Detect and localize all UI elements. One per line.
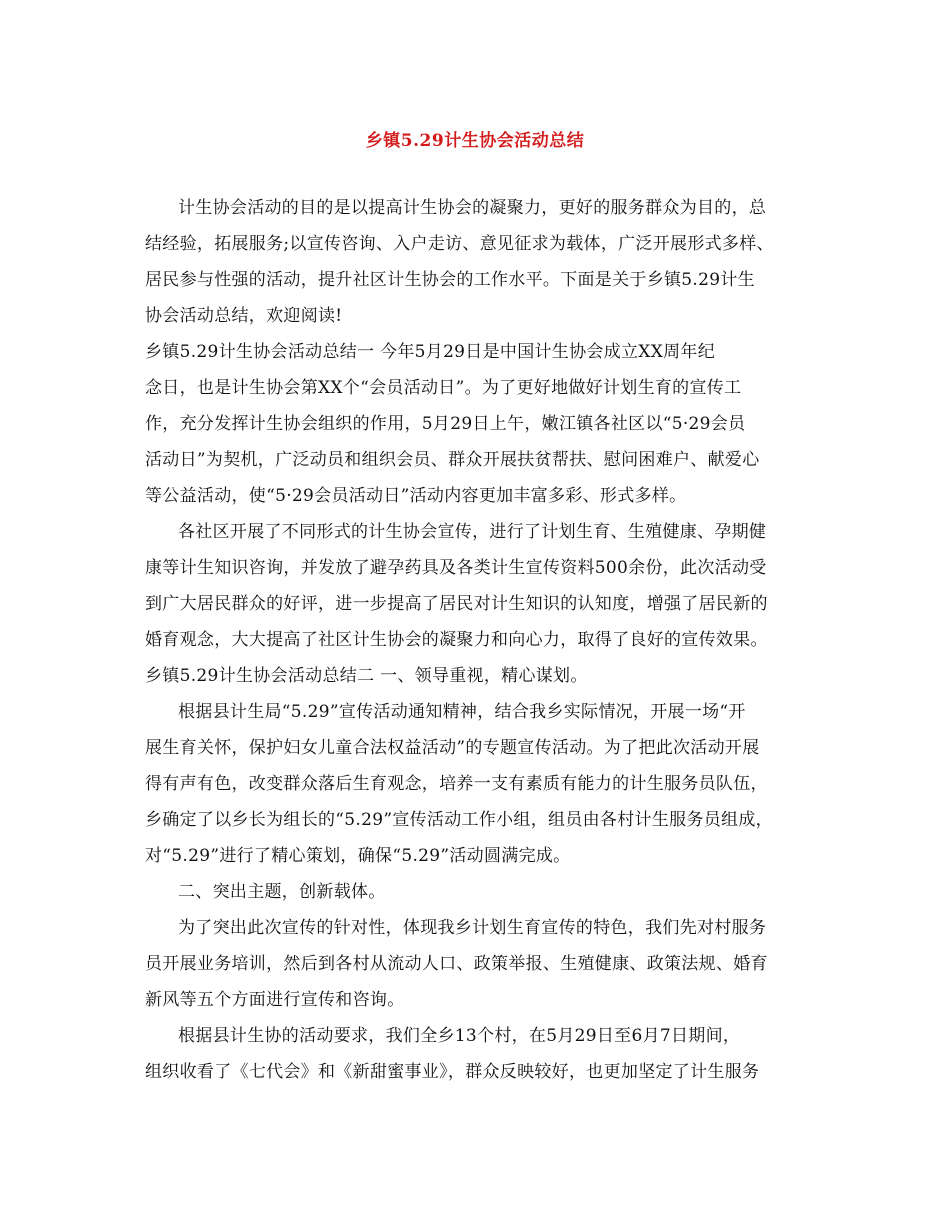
paragraph-line: 结经验，拓展服务;以宣传咨询、入户走访、意见征求为载体，广泛开展形式多样、: [145, 234, 774, 254]
paragraph-line: 组织收看了《七代会》和《新甜蜜事业》，群众反映较好，也更加坚定了计生服务: [145, 1062, 760, 1082]
paragraph-line: 展生育关怀，保护妇女儿童合法权益活动”的专题宣传活动。为了把此次活动开展: [145, 738, 760, 758]
paragraph-line: 计生协会活动的目的是以提高计生协会的凝聚力，更好的服务群众为目的，总: [178, 198, 767, 218]
paragraph-line: 各社区开展了不同形式的计生协会宣传，进行了计划生育、生殖健康、孕期健: [178, 522, 767, 542]
document-title: 乡镇5.29计生协会活动总结: [365, 131, 585, 151]
paragraph-line: 到广大居民群众的好评，进一步提高了居民对计生知识的认知度，增强了居民新的: [145, 594, 768, 614]
paragraph-line: 员开展业务培训，然后到各村从流动人口、政策举报、生殖健康、政策法规、婚育: [145, 954, 768, 974]
paragraph-line: 康等计生知识咨询，并发放了避孕药具及各类计生宣传资料500余份，此次活动受: [145, 558, 767, 578]
subheading-line: 二、突出主题，创新载体。: [178, 882, 386, 902]
paragraph-line: 乡确定了以乡长为组长的“5.29”宣传活动工作小组，组员由各村计生服务员组成，: [145, 810, 773, 830]
paragraph-line: 对“5.29”进行了精心策划，确保“5.29”活动圆满完成。: [145, 846, 571, 866]
paragraph-line: 根据县计生局“5.29”宣传活动通知精神，结合我乡实际情况，开展一场“开: [178, 702, 746, 722]
paragraph-line: 作，充分发挥计生协会组织的作用，5月29日上午，嫩江镇各社区以“5·29会员: [145, 414, 746, 434]
paragraph-line: 活动日”为契机，广泛动员和组织会员、群众开展扶贫帮扶、慰问困难户、献爱心: [145, 450, 760, 470]
paragraph-line: 新风等五个方面进行宣传和咨询。: [145, 990, 405, 1010]
paragraph-line: 念日，也是计生协会第XX个“会员活动日”。为了更好地做好计划生育的宣传工: [145, 378, 742, 398]
paragraph-line: 婚育观念，大大提高了社区计生协会的凝聚力和向心力，取得了良好的宣传效果。: [145, 630, 768, 650]
paragraph-line: 等公益活动，使“5·29会员活动日”活动内容更加丰富多彩、形式多样。: [145, 486, 687, 506]
paragraph-line: 为了突出此次宣传的针对性，体现我乡计划生育宣传的特色，我们先对村服务: [178, 918, 767, 938]
paragraph-line: 居民参与性强的活动，提升社区计生协会的工作水平。下面是关于乡镇5.29计生: [145, 270, 755, 290]
section-heading-line: 乡镇5.29计生协会活动总结二 一、领导重视，精心谋划。: [145, 666, 588, 686]
section-heading-line: 乡镇5.29计生协会活动总结一 今年5月29日是中国计生协会成立XX周年纪: [145, 342, 716, 362]
paragraph-line: 根据县计生协的活动要求，我们全乡13个村，在5月29日至6月7日期间，: [178, 1026, 741, 1046]
paragraph-line: 得有声有色，改变群众落后生育观念，培养一支有素质有能力的计生服务员队伍，: [145, 774, 768, 794]
paragraph-line: 协会活动总结，欢迎阅读!: [145, 306, 343, 326]
